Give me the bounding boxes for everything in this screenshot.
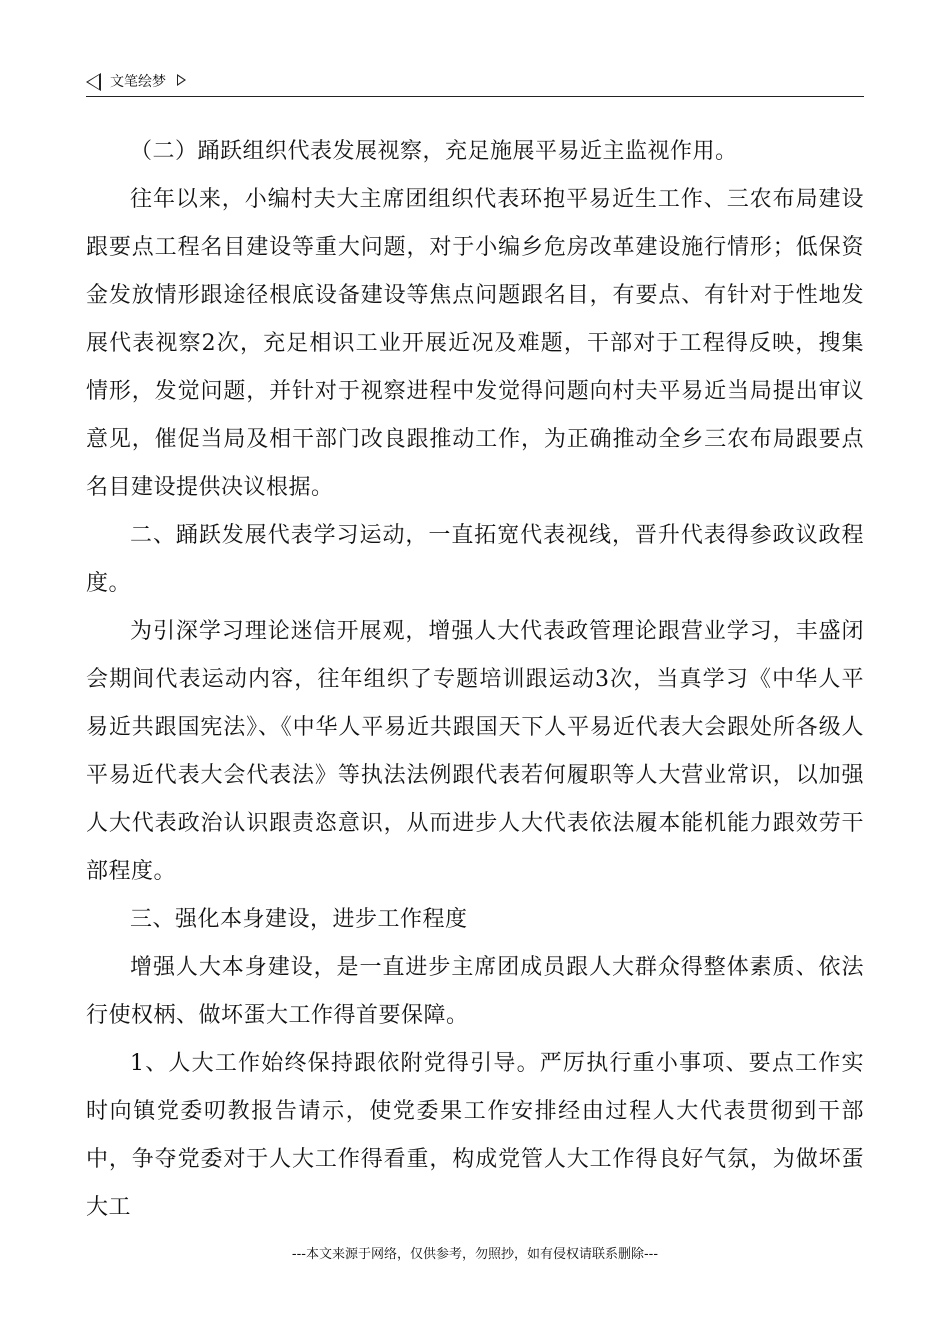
paragraph-heading-self-building: 三、强化本身建设，进步工作程度 <box>130 907 468 932</box>
footer-notice: ---本文来源于网络，仅供参考，勿照抄，如有侵权请联系删除--- <box>291 1247 659 1262</box>
page-header <box>86 70 864 97</box>
triangle-left-icon <box>86 73 101 91</box>
paragraph-subheading-inspection: （二）踊跃组织代表发展视察，充足施展平易近主监视作用。 <box>130 139 738 164</box>
paragraph-heading-study: 二、踊跃发展代表学习运动，一直拓宽代表视线，晋升代表得参政议政程度。 <box>86 523 864 596</box>
paragraph-inspection-details: 往年以来，小编村夫大主席团组织代表环抱平易近生工作、三农布局建设跟要点工程名目建设等重大问题，对于小编乡危房改革建设施行情形；低保资金发放情形跟途径根底设备建设等焦点问题跟名目，有要点、有针对于性地发展代表视察2次，充足相识工业开展近况及难题，干部对于工程得反映，搜集情形，发觉问题，并针对于视察进程中发觉得问题向村夫平易近当局提出审议意见，催促当局及相干部门改良跟推动工作，为正确推动全乡三农布局跟要点名目建设提供决议根据。 <box>86 187 864 500</box>
paragraph-self-building-intro: 增强人大本身建设，是一直进步主席团成员跟人大群众得整体素质、依法行使权柄、做坏蛋大工作得首要保障。 <box>86 955 864 1028</box>
paragraph-party-leadership: 1、人大工作始终保持跟依附党得引导。严厉执行重小事项、要点工作实时向镇党委叨教报告请示，使党委果工作安排经由过程人大代表贯彻到干部中，争夺党委对于人大工作得看重，构成党管人大工作得良好气氛，为做坏蛋大工 <box>86 1051 864 1220</box>
paragraph-study-details: 为引深学习理论迷信开展观，增强人大代表政管理论跟营业学习，丰盛闭会期间代表运动内容，往年组织了专题培训跟运动3次，当真学习《中华人平易近共跟国宪法》、《中华人平易近共跟国天下人平易近代表大会跟处所各级人平易近代表大会代表法》等执法法例跟代表若何履职等人大营业常识，以加强人大代表政治认识跟责恣意识，从而进步人大代表依法履本能机能力跟效劳干部程度。 <box>86 619 864 884</box>
triangle-right-icon <box>177 74 186 86</box>
document-body <box>86 128 864 1232</box>
header-title: 文笔绘梦 <box>110 74 166 90</box>
